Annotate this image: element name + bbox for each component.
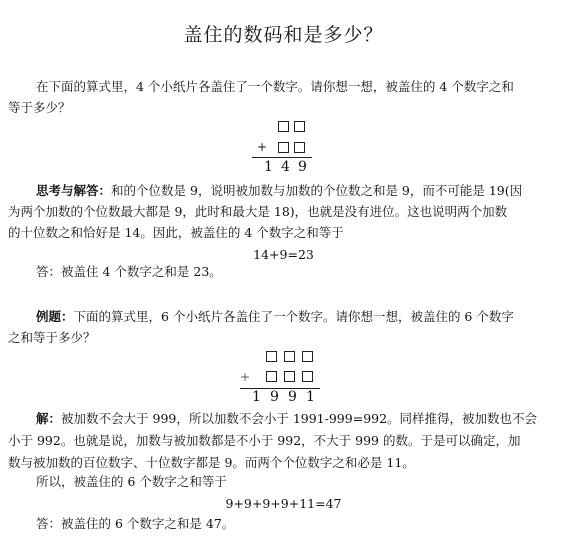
sum-line	[252, 157, 312, 158]
plus-sign: +	[240, 370, 251, 384]
sum-digit: 4	[281, 159, 290, 175]
covered-digit-box	[278, 142, 289, 153]
analysis-label: 思考与解答：	[36, 183, 112, 198]
solution-equation: 9+9+9+9+11=47	[225, 496, 342, 511]
covered-digit-box	[302, 371, 313, 382]
covered-digit-box	[294, 121, 305, 132]
example-text: 下面的算式里，6 个小纸片各盖住了一个数字。请你想一想，被盖住的 6 个数字	[73, 309, 514, 324]
analysis-line-3: 的十位数之和恰好是 14。因此，被盖住的 4 个数字之和等于	[8, 225, 344, 240]
page-title: 盖住的数码和是多少？	[183, 24, 384, 46]
analysis-line-2: 为两个加数的个位数最大都是 9，此时和最大是 18)，也就是没有进位。这也说明两个加数	[8, 204, 508, 219]
covered-digit-box	[284, 351, 295, 362]
sum-digit: 1	[264, 159, 273, 175]
analysis-text: 和的个位数是 9，说明被加数与加数的个位数之和是 9，而不可能是 19(因	[111, 183, 523, 198]
analysis-line-1	[36, 181, 522, 200]
covered-digit-box	[294, 142, 305, 153]
covered-digit-box	[302, 351, 313, 362]
covered-digit-box	[266, 371, 277, 382]
solution-label: 解：	[36, 411, 62, 426]
covered-digit-box	[278, 121, 289, 132]
plus-sign: +	[257, 140, 268, 154]
problem-text-line-2: 等于多少？	[8, 100, 71, 115]
analysis-answer: 答：被盖住 4 个数字之和是 23。	[36, 264, 222, 279]
solution-line-4: 所以，被盖住的 6 个数字之和等于	[36, 474, 227, 489]
covered-digit-box	[284, 371, 295, 382]
sum-digit: 1	[252, 389, 261, 405]
solution-line-3: 数与被加数的百位数字、十位数字都是 9。而两个个位数字之和必是 11。	[8, 455, 415, 470]
sum-digit: 1	[306, 389, 315, 405]
example-label: 例题：	[36, 309, 74, 324]
example-line-1	[36, 307, 514, 326]
sum-digit: 9	[288, 389, 297, 405]
sum-digit: 9	[270, 389, 279, 405]
problem-text-line-1: 在下面的算式里，4 个小纸片各盖住了一个数字。请你想一想，被盖住的 4 个数字之和	[36, 79, 514, 94]
analysis-equation: 14+9=23	[253, 247, 314, 262]
example-line-2: 之和等于多少？	[8, 330, 96, 345]
solution-text: 被加数不会大于 999，所以加数不会小于 1991-999=992。同样推得，被加数也不会	[61, 411, 538, 426]
solution-answer: 答：被盖住的 6 个数字之和是 47。	[36, 516, 235, 531]
solution-line-1	[36, 409, 537, 428]
covered-digit-box	[266, 351, 277, 362]
solution-line-2: 小于 992。也就是说，加数与被加数都是不小于 992，不大于 999 的数。于是可以确定，加	[8, 433, 521, 448]
sum-digit: 9	[298, 159, 307, 175]
